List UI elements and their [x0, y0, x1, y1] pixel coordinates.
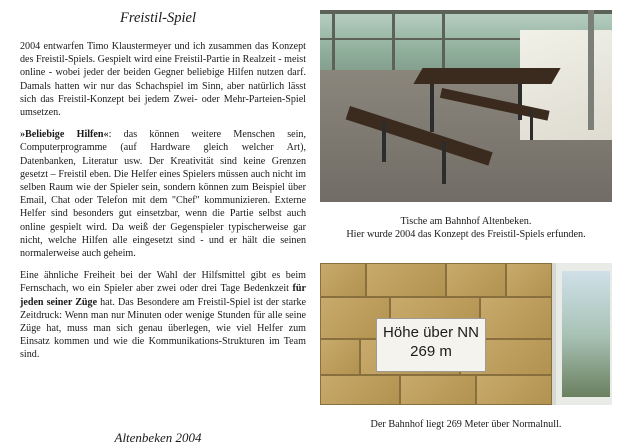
- bold-term-beliebige-hilfen: »Beliebige Hilfen«: [20, 129, 109, 141]
- photo-bright-area: [520, 30, 612, 140]
- photo-altitude-sign: [320, 263, 612, 405]
- wall-stone: [480, 297, 552, 339]
- window-frame: [320, 38, 520, 40]
- altitude-sign: [376, 318, 486, 372]
- wall-stone: [320, 339, 360, 375]
- wall-stone: [320, 263, 366, 297]
- window-frame: [588, 10, 594, 130]
- paragraph-3-text-b: hat. Das Besondere am Freistil-Spiel ist der starke Zeitdruck: Wenn man nur Minuten oder wenige Stunden für alle seine Züge hat, muss man sich genau überlegen, wie viel Helfer zum Einsatz kommen und wie die Kommunikations-Strukturen im Team sind.: [20, 296, 306, 361]
- wall-stone: [400, 375, 476, 405]
- sign-value: 269 m: [410, 343, 452, 360]
- sign-label: Höhe über NN: [383, 324, 479, 341]
- photo-station-tables: [320, 10, 612, 202]
- wall-stone: [320, 375, 400, 405]
- window-frame: [320, 10, 612, 14]
- page-title: Freistil-Spiel: [120, 10, 196, 26]
- wall-stone: [366, 263, 446, 297]
- paragraph-1: 2004 entwarfen Timo Klaustermeyer und ich zusammen das Konzept des Freistil-Spiels. Gespielt wird eine Freistil-Partie in Realzeit - meist online - wobei jeder der beiden Gegner beliebige Hilfen nutzen darf. Damals hatten wir nur das Schachspiel im Sinn, aber natürlich lässt sich das Freistil-Konzept bei jedem Zwei- oder Mehr-Parteien-Spiel umsetzen.: [20, 41, 306, 119]
- wall-stone: [446, 263, 506, 297]
- bench-leg: [382, 122, 386, 162]
- bench-leg: [530, 110, 533, 140]
- caption-photo-1-line-2: Hier wurde 2004 das Konzept des Freistil-Spiels erfunden.: [346, 229, 586, 240]
- table-top: [413, 68, 560, 84]
- paragraph-3-text-a: Eine ähnliche Freiheit bei der Wahl der Hilfsmittel gibt es beim Fernschach, wo ein Spieler aber zwei oder drei Tage Bedenkzeit: [20, 270, 306, 295]
- wall-stone: [506, 263, 552, 297]
- photo-window-view: [562, 271, 610, 397]
- wall-stone: [476, 375, 552, 405]
- body-text: [20, 40, 306, 371]
- caption-photo-1-line-1: Tische am Bahnhof Altenbeken.: [400, 216, 532, 227]
- caption-photo-2: Der Bahnhof liegt 269 Meter über Normalnull.: [370, 419, 562, 430]
- paragraph-2-text: : das können weitere Menschen sein, Computerprogramme (auf Hardware gleich welcher Art), Datenbanken, Literatur usw. Der Kreativität sind keine Grenzen gesetzt – Freistil eben. Die Helfer eines Spielers müssen auch nicht im selben Raum wie der Spieler sein, sondern können zum Beispiel über Email, Chat oder Telefon mit dem "Chef" kommunizieren. Externe Helfer sind besonders gut einsetzbar, wenn die Partie selbst auch online gespielt wird. Da weiß der Gegenspieler typischerweise gar nicht, welche Hilfen alle eingesetzt sind - und er hält die seinen normalerweise auch geheim.: [20, 129, 307, 260]
- paragraph-3: [20, 269, 306, 361]
- paragraph-2: [20, 128, 306, 260]
- caption-photo-1: [320, 215, 612, 241]
- bold-term-zuege: für jeden seiner Züge: [20, 283, 306, 308]
- bench-leg: [442, 142, 446, 184]
- table-leg: [430, 84, 434, 132]
- footer-place-year: Altenbeken 2004: [114, 430, 202, 445]
